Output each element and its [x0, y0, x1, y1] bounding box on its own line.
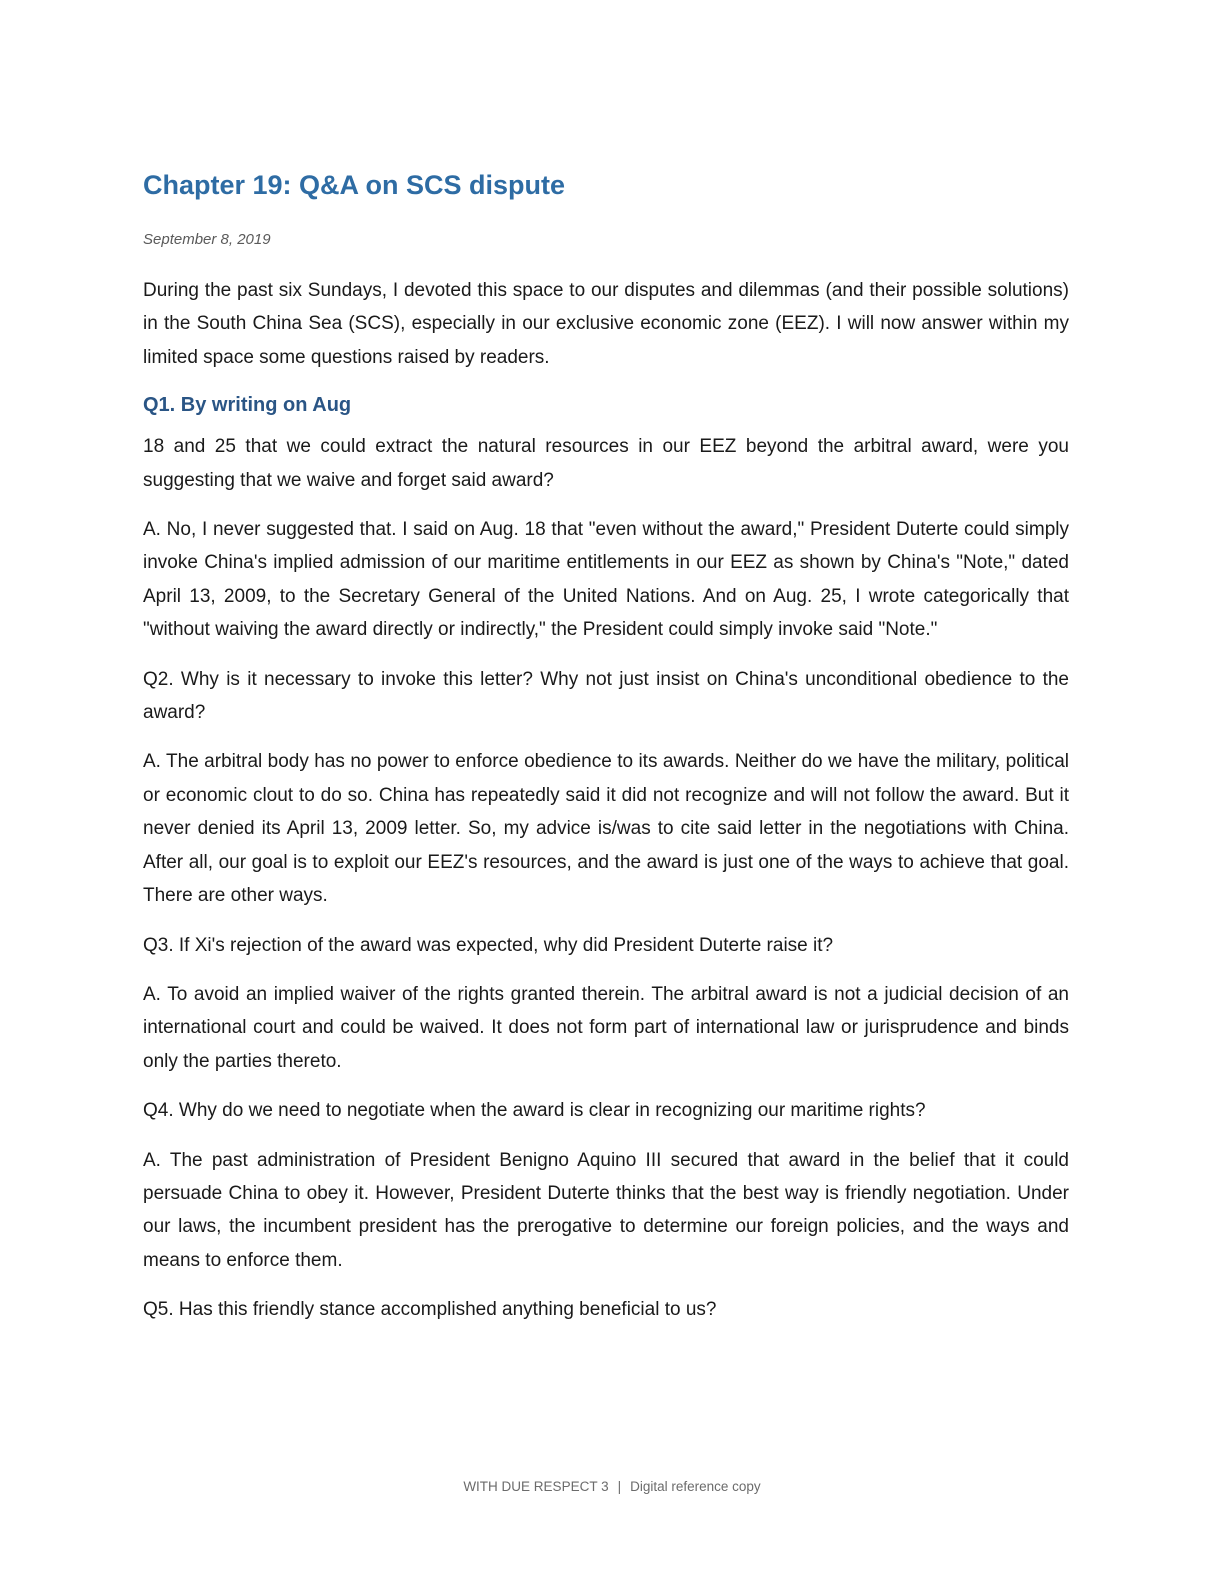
answer-2: A. The arbitral body has no power to enforce obedience to its awards. Neither do we have the military, political or economic clout to do so. China has repeatedly said it did not recognize and will not follow the award. But it never denied its April 13, 2009 letter. So, my advice is/was to cite said letter in the negotiations with China. After all, our goal is to exploit our EEZ's resources, and the award is just one of the ways to achieve that goal. There are other ways. — [143, 751, 1069, 907]
footer-copy-note: Digital reference copy — [630, 1479, 761, 1494]
answer-4: A. The past administration of President Benigno Aquino III secured that award in the belief that it could persuade China to obey it. However, President Duterte thinks that the best way is friendly negotiation. Under our laws, the incumbent president has the prerogative to determine our foreign policies, and the ways and means to enforce them. — [143, 1149, 1069, 1271]
question-3: Q3. If Xi's rejection of the award was expected, why did President Duterte raise it? — [143, 934, 834, 956]
article-date: September 8, 2019 — [143, 231, 271, 248]
article-body — [143, 274, 1069, 1343]
footer-separator: | — [617, 1479, 622, 1494]
q1-text: 18 and 25 that we could extract the natural resources in our EEZ beyond the arbitral award, were you suggesting that we waive and forget said award? — [143, 436, 1069, 491]
page-footer — [0, 1479, 1224, 1494]
answer-3: A. To avoid an implied waiver of the rights granted therein. The arbitral award is not a judicial decision of an international court and could be waived. It does not form part of international law or jurisprudence and binds only the parties thereto. — [143, 983, 1069, 1072]
q1-heading: Q1. By writing on Aug — [143, 394, 352, 417]
question-4: Q4. Why do we need to negotiate when the award is clear in recognizing our maritime rights? — [143, 1100, 926, 1122]
intro-paragraph: During the past six Sundays, I devoted this space to our disputes and dilemmas (and their possible solutions) in the South China Sea (SCS), especially in our exclusive economic zone (EEZ). I will now answer within my limited space some questions raised by readers. — [143, 280, 1069, 368]
answer-1: A. No, I never suggested that. I said on Aug. 18 that "even without the award," President Duterte could simply invoke China's implied admission of our maritime entitlements in our EEZ as shown by China's "Note," dated April 13, 2009, to the Secretary General of the United Nations. And on Aug. 25, I wrote categorically that "without waiving the award directly or indirectly," the President could simply invoke said "Note." — [143, 519, 1069, 641]
chapter-title: Chapter 19: Q&A on SCS dispute — [143, 170, 566, 200]
footer-book-title: WITH DUE RESPECT 3 — [463, 1479, 609, 1494]
question-2: Q2. Why is it necessary to invoke this letter? Why not just insist on China's unconditional obedience to the award? — [143, 668, 1069, 724]
question-5: Q5. Has this friendly stance accomplished anything beneficial to us? — [143, 1299, 717, 1321]
